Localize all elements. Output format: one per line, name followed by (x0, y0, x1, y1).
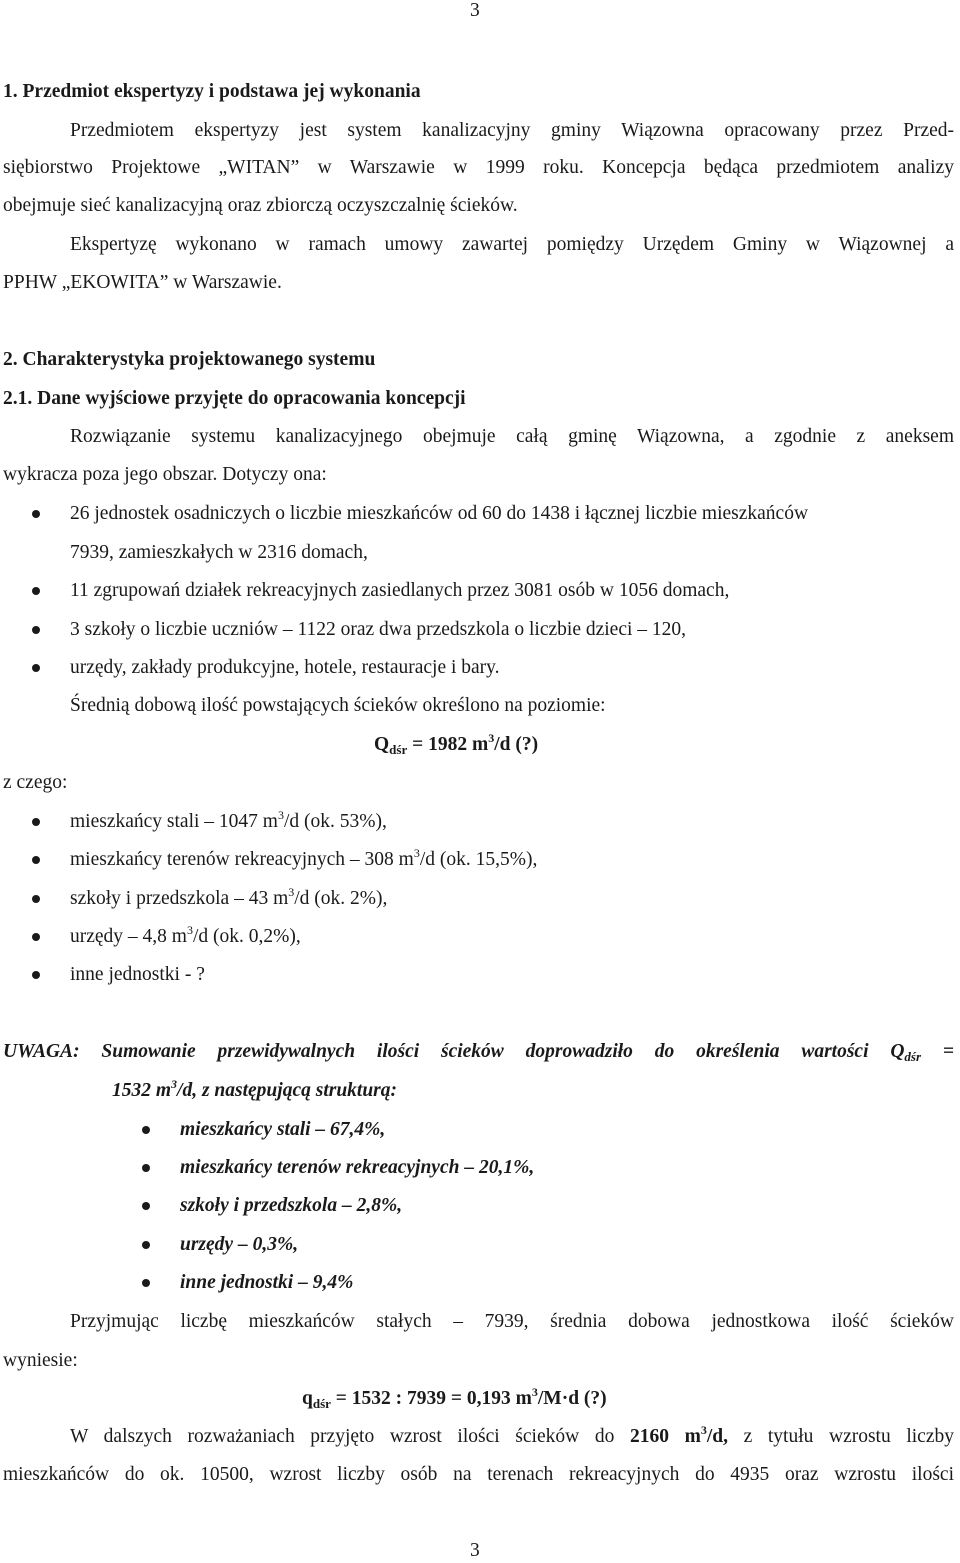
uwaga-line: UWAGA: Sumowanie przewidywalnych ilości ścieków doprowadziło do określenia wartości $Q_{dśr}$ = (3, 1041, 954, 1064)
formula-qdsr-unit: $q_{dśr} = 1532$ : 7939 = 0,193 $m^3/M\cdot d$ (?) (302, 1385, 607, 1411)
uwaga-list-item: mieszkańcy stali – 67,4%, (180, 1119, 386, 1140)
paragraph-line: wyniesie: (3, 1350, 78, 1371)
uwaga-list-item: szkoły i przedszkola – 2,8%, (180, 1195, 403, 1216)
page-number-bottom: 3 (470, 1540, 480, 1561)
page-number-top: 3 (470, 0, 480, 21)
paragraph-line: Rozwiązanie systemu kanalizacyjnego obejmuje całą gminę Wiązowna, a zgodnie z aneksem (70, 426, 954, 447)
paragraph-line: wykracza poza jego obszar. Dotyczy ona: (3, 464, 327, 485)
bullet-icon (142, 1202, 150, 1210)
list-item: urzędy – 4,8 $m^3/d$ (ok. 0,2%), (70, 923, 301, 947)
list-item: 26 jednostek osadniczych o liczbie mieszkańców od 60 do 1438 i łącznej liczbie mieszkańców (70, 503, 809, 524)
bullet-icon (142, 1164, 150, 1172)
bullet-icon (32, 626, 40, 634)
uwaga-line: 1532 $m^3/d$, z następującą strukturą: (112, 1077, 398, 1101)
paragraph-line: siębiorstwo Projektowe „WITAN” w Warszawie w 1999 roku. Koncepcja będąca przedmiotem analizy (3, 157, 954, 178)
uwaga-list-item: mieszkańcy terenów rekreacyjnych – 20,1%, (180, 1157, 535, 1178)
bullet-icon (32, 818, 40, 826)
section-2-1-heading: 2.1. Dane wyjściowe przyjęte do opracowania koncepcji (3, 388, 466, 409)
z-czego-label: z czego: (3, 772, 68, 793)
bullet-icon (32, 895, 40, 903)
paragraph-line: PPHW „EKOWITA” w Warszawie. (3, 272, 282, 293)
list-item: mieszkańcy terenów rekreacyjnych – 308 $m^3/d$ (ok. 15,5%), (70, 846, 538, 870)
paragraph-line: mieszkańców do ok. 10500, wzrost liczby osób na terenach rekreacyjnych do 4935 oraz wzrostu ilości (3, 1464, 954, 1485)
paragraph-line: Przyjmując liczbę mieszkańców stałych – 7939, średnia dobowa jednostkowa ilość ścieków (70, 1311, 954, 1332)
uwaga-list-item: inne jednostki – 9,4% (180, 1272, 354, 1293)
paragraph-line: Ekspertyzę wykonano w ramach umowy zawartej pomiędzy Urzędem Gminy w Wiązownej a (70, 234, 954, 255)
list-item: szkoły i przedszkola – 43 $m^3/d$ (ok. 2%), (70, 885, 388, 909)
list-item: inne jednostki - ? (70, 964, 205, 985)
list-item: urzędy, zakłady produkcyjne, hotele, restauracje i bary. (70, 657, 500, 678)
bullet-icon (32, 971, 40, 979)
bullet-icon (32, 664, 40, 672)
bullet-icon (32, 856, 40, 864)
list-item-continuation: 7939, zamieszkałych w 2316 domach, (70, 542, 368, 563)
bullet-icon (142, 1126, 150, 1134)
formula-qdsr: $Q_{dśr} = 1982$ $m^3/d$ (?) (374, 731, 539, 757)
paragraph-line: obejmuje sieć kanalizacyjną oraz zbiorczą oczyszczalnię ścieków. (3, 195, 518, 216)
bullet-icon (32, 587, 40, 595)
list-item: 3 szkoły o liczbie uczniów – 1122 oraz dwa przedszkola o liczbie dzieci – 120, (70, 619, 687, 640)
bullet-icon (142, 1241, 150, 1249)
bullet-icon (32, 933, 40, 941)
bullet-icon (142, 1279, 150, 1287)
paragraph-line: Średnią dobową ilość powstających ścieków określono na poziomie: (70, 695, 606, 716)
list-item: 11 zgrupowań działek rekreacyjnych zasiedlanych przez 3081 osób w 1056 domach, (70, 580, 730, 601)
bullet-icon (32, 510, 40, 518)
section-2-heading: 2. Charakterystyka projektowanego systemu (3, 349, 376, 370)
paragraph-line: W dalszych rozważaniach przyjęto wzrost ilości ścieków do 2160 $m^3/d$, z tytułu wzrostu liczby (70, 1423, 954, 1447)
uwaga-list-item: urzędy – 0,3%, (180, 1234, 299, 1255)
list-item: mieszkańcy stali – 1047 $m^3/d$ (ok. 53%), (70, 808, 387, 832)
paragraph-line: Przedmiotem ekspertyzy jest system kanalizacyjny gminy Wiązowna opracowany przez Przed- (70, 120, 954, 141)
section-1-heading: 1. Przedmiot ekspertyzy i podstawa jej wykonania (3, 81, 421, 102)
